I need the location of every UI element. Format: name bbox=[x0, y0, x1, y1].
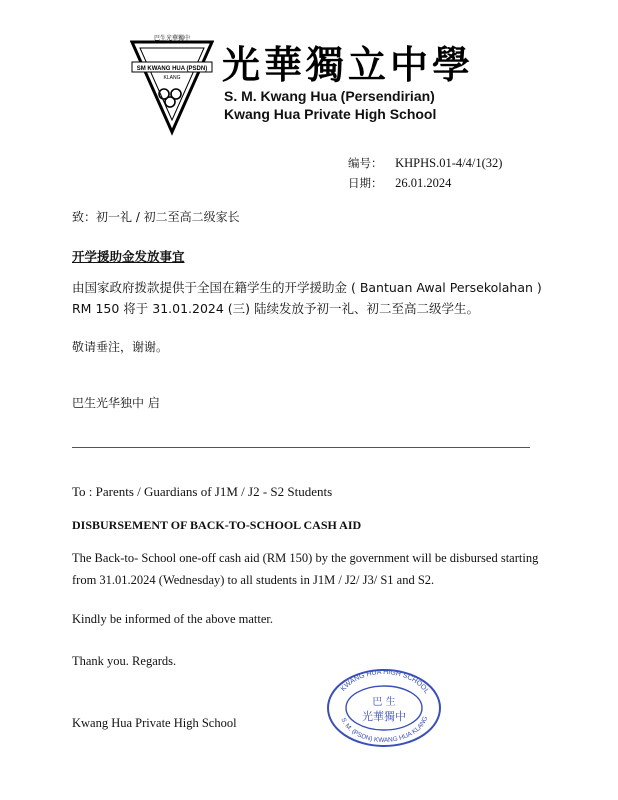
school-crest-triangle-icon bbox=[130, 32, 214, 136]
english-signature: Kwang Hua Private High School bbox=[72, 716, 237, 730]
reference-number-row bbox=[348, 153, 502, 173]
school-name-malay: S. M. Kwang Hua (Persendirian) bbox=[224, 88, 435, 104]
chinese-signature: 巴生光华独中 启 bbox=[72, 396, 160, 410]
stamp-ring-top-text: KWANG HUA HIGH SCHOOL bbox=[339, 668, 431, 696]
school-name-english: Kwang Hua Private High School bbox=[224, 106, 437, 122]
english-thanks: Thank you. Regards. bbox=[72, 654, 177, 668]
reference-number-label: 编号： bbox=[348, 156, 383, 170]
english-kindly-note: Kindly be informed of the above matter. bbox=[72, 612, 273, 626]
reference-number-value: KHPHS.01-4/4/1(32) bbox=[395, 156, 503, 170]
reference-block bbox=[348, 153, 502, 193]
section-divider bbox=[72, 447, 530, 448]
chinese-body: 由国家政府拨款提供于全国在籍学生的开学援助金 ( Bantuan Awal Persekolahan ) RM 150 将于 31.01.2024 (三) 陆续发放予初一礼、初二至高二级学生。 bbox=[72, 280, 542, 316]
stamp-center-line2: 光華獨中 bbox=[362, 710, 406, 723]
reference-date-value: 26.01.2024 bbox=[395, 176, 452, 190]
reference-date-label: 日期： bbox=[348, 176, 383, 190]
logo-banner-text: SM KWANG HUA (PSDN) bbox=[136, 66, 208, 72]
stamp-center-line1: 巴 生 bbox=[372, 697, 396, 708]
chinese-subject: 开学援助金发放事宜 bbox=[72, 249, 185, 264]
english-recipient: To : Parents / Guardians of J1M / J2 - S2 Students bbox=[72, 484, 333, 499]
school-stamp-icon bbox=[326, 668, 442, 748]
chinese-recipient: 致：初一礼 / 初二至高二级家长 bbox=[72, 210, 240, 224]
english-subject: DISBURSEMENT OF BACK-TO-SCHOOL CASH AID bbox=[72, 518, 362, 532]
logo-top-text: 巴生光華獨中 bbox=[153, 35, 191, 42]
english-body: The Back-to- School one-off cash aid (RM 150) by the government will be disbursed starting from 31.01.2024 (Wednesday) to all students in J1M / J2/ J3/ S1 and S2. bbox=[72, 551, 539, 587]
stamp-ring-bottom-text: S. M. (PSDN) KWANG HUA KLANG bbox=[339, 715, 430, 745]
reference-date-row bbox=[348, 173, 502, 193]
chinese-regards: 敬请垂注，谢谢。 bbox=[72, 340, 169, 354]
logo-klang-text: KLANG bbox=[163, 75, 181, 81]
school-chinese-name: 光華獨立中學 bbox=[222, 42, 475, 87]
